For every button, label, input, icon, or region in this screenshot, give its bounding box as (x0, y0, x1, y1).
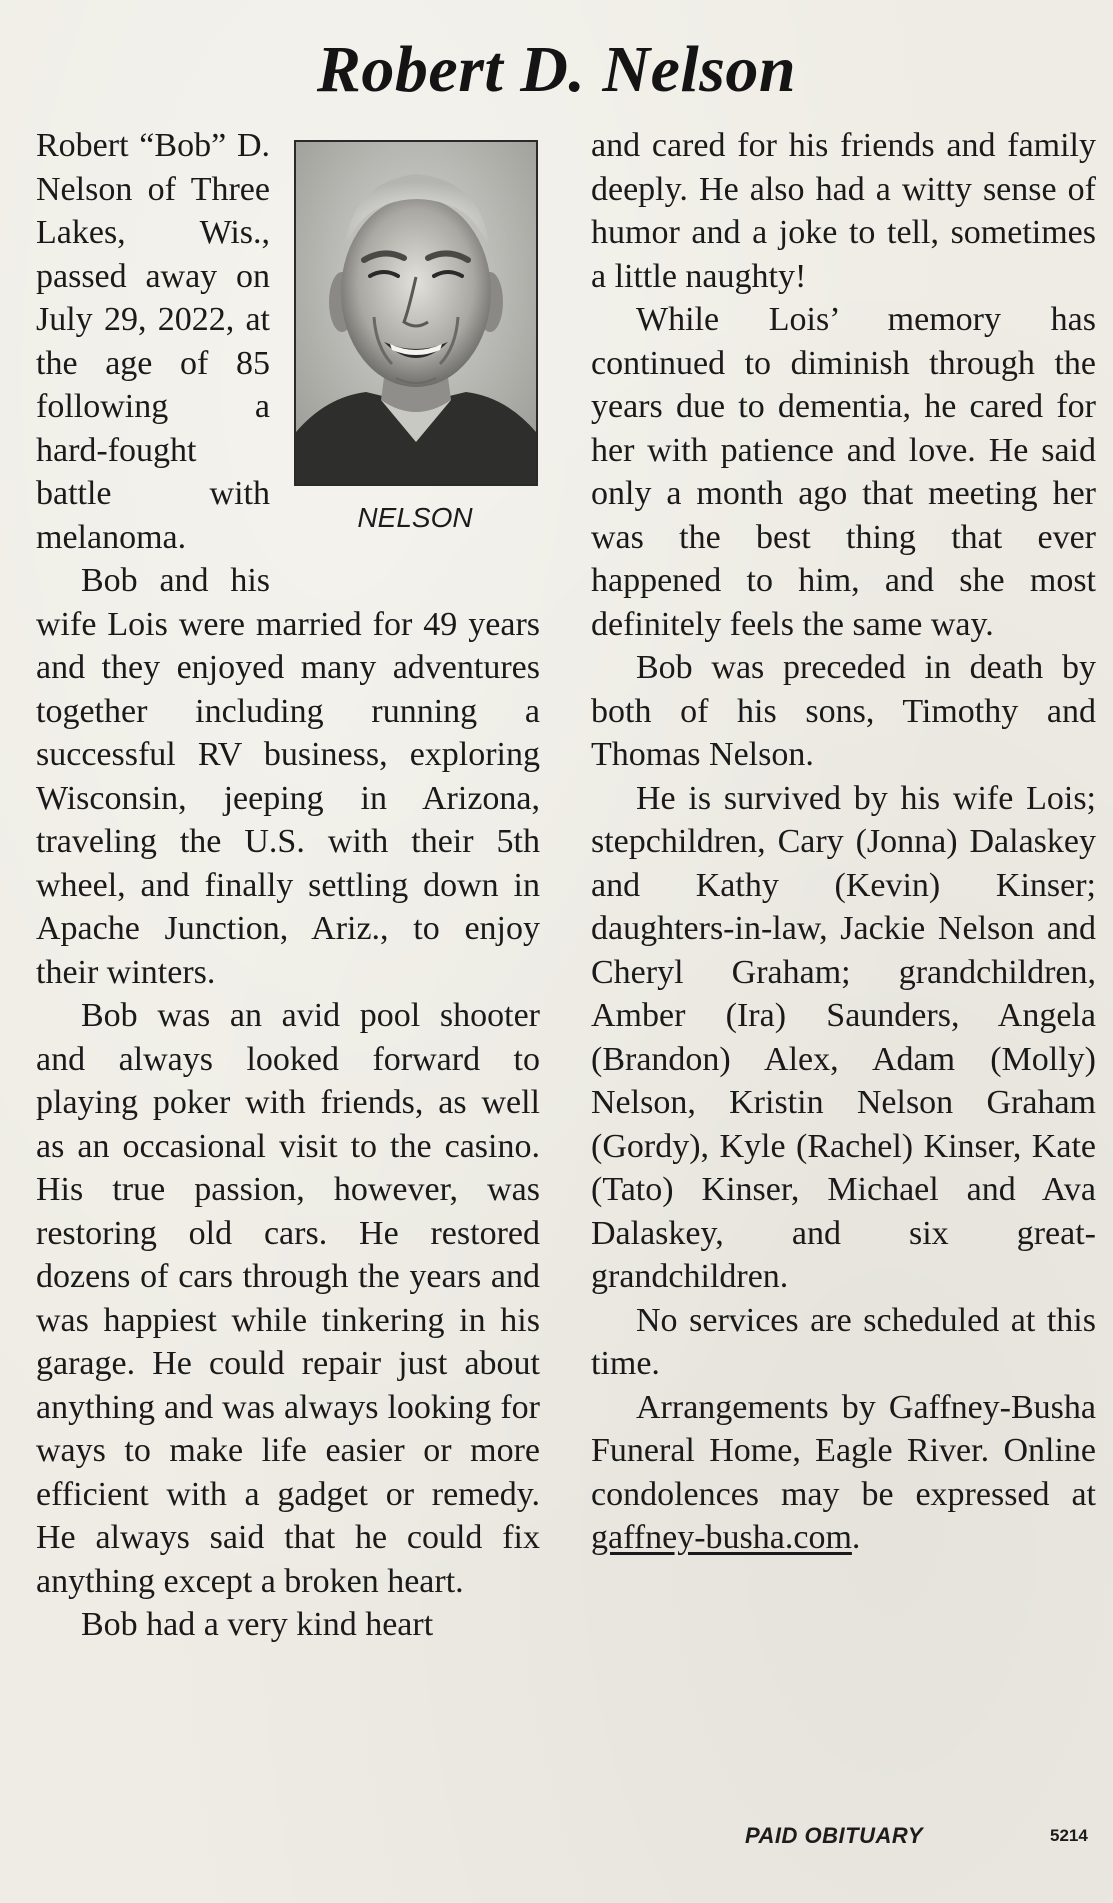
photo-caption: NELSON (357, 502, 473, 533)
paragraph-marriage: Bob and his wife Lois were married for 49 years and they enjoyed many adventures together including running a successful RV business, exploring Wisconsin, jeeping in Arizona, traveling the U.S. with their 5th wheel, and finally settling down in Apache Junction, Ariz., to enjoy their winters. (36, 562, 540, 991)
paragraph-humor: and cared for his friends and family deeply. He also had a witty sense of humor and a joke to tell, sometimes a little naughty! (591, 127, 1096, 295)
right-column (591, 124, 1096, 1560)
paragraph-survived: He is survived by his wife Lois; stepchildren, Cary (Jonna) Dalaskey and Kathy (Kevin) Kinser; daughters-in-law, Jackie Nelson and Cheryl Graham; grandchildren, Amber (Ira) Saunders, Angela (Brandon) Alex, Adam (Molly) Nelson, Kristin Nelson Graham (Gordy), Kyle (Rachel) Kinser, Kate (Tato) Kinser, Michael and Ava Dalaskey, and six great-grandchildren. (591, 779, 1096, 1295)
paid-obituary-label: PAID OBITUARY (745, 1823, 924, 1848)
paragraph-arrangements (591, 1386, 1096, 1560)
website-period: . (851, 1519, 861, 1556)
paragraph-hobbies: Bob was an avid pool shooter and always looked forward to playing poker with friends, as well as an occasional visit to the casino. His true passion, however, was restoring old cars. He restored dozens of cars through the years and was happiest while tinkering in his garage. He could repair just about anything and was always looking for ways to make life easier or more efficient with a gadget or remedy. He always said that he could fix anything except a broken heart. (36, 997, 540, 1600)
portrait-photo-icon (296, 142, 536, 484)
obituary-title: Robert D. Nelson (316, 33, 797, 106)
portrait-photo (294, 140, 538, 486)
paragraph-lois: While Lois’ memory has continued to diminish through the years due to dementia, he cared for her with patience and love. He said only a month ago that meeting her was the best thing that ever happened to him, and she most definitely feels the same way. (591, 301, 1096, 643)
arrangements-text: Arrangements by Gaffney-Busha Funeral Home, Eagle River. Online condolences may be expressed at (591, 1388, 1096, 1513)
paragraph-kind-heart: Bob had a very kind heart (81, 1606, 434, 1643)
paragraph-services: No services are scheduled at this time. (591, 1301, 1096, 1382)
left-column (36, 124, 540, 1647)
website-link[interactable]: gaffney-busha.com (591, 1519, 852, 1556)
paragraph-intro: Robert “Bob” D. Nelson of Three Lakes, Wis., passed away on July 29, 2022, at the age of 85 following a hard-fought battle with melanoma. (36, 127, 270, 556)
paragraph-preceded: Bob was preceded in death by both of his sons, Timothy and Thomas Nelson. (591, 649, 1096, 773)
photo-block (290, 130, 540, 555)
ad-number: 5214 (1050, 1826, 1088, 1845)
